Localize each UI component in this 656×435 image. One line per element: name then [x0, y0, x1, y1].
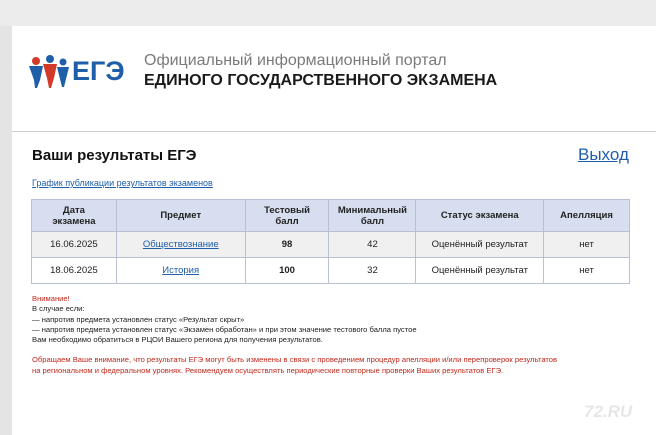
- test-score: 100: [245, 258, 329, 284]
- ege-logo[interactable]: [28, 54, 125, 90]
- column-header-line: Минимальный: [337, 204, 407, 216]
- exam-status: Оценённый результат: [416, 258, 544, 284]
- column-header-line: Тестовый: [264, 204, 310, 216]
- notice-line: Вам необходимо обратиться в РЦОИ Вашего региона для получения результатов.: [32, 335, 323, 345]
- results-table: [31, 199, 630, 284]
- table-row: [32, 232, 630, 258]
- results-page: [12, 26, 656, 435]
- attention-line: Обращаем Ваше внимание, что результаты ЕГЭ могут быть изменены в связи с проведением процедур апелляции и/или перепроверок результатов: [32, 355, 558, 364]
- column-header-min-score: [329, 200, 416, 232]
- logo-text: ЕГЭ: [72, 56, 125, 86]
- notice-line: В случае если:: [32, 304, 85, 314]
- subject-link[interactable]: История: [162, 265, 200, 276]
- column-header-subject: [116, 200, 245, 232]
- min-score: 42: [329, 232, 416, 258]
- test-score: 98: [245, 232, 329, 258]
- column-header-line: Статус экзамена: [440, 210, 519, 221]
- column-header-line: балл: [360, 215, 385, 227]
- browser-top-bar: [0, 0, 656, 26]
- appeal-status: нет: [544, 232, 630, 258]
- table-row: [32, 258, 630, 284]
- portal-header: [12, 26, 656, 132]
- column-header-line: Апелляция: [560, 210, 613, 221]
- schedule-link[interactable]: График публикации результатов экзаменов: [32, 178, 213, 188]
- warning-heading: Внимание!: [32, 294, 70, 303]
- attention-line: на региональном и федеральном уровнях. Рекомендуем осуществлять периодические повторные проверки Ваших результатов ЕГЭ.: [32, 366, 504, 375]
- subject-link[interactable]: Обществознание: [142, 239, 219, 250]
- appeal-status: нет: [544, 258, 630, 284]
- people-emblem-icon: [28, 54, 70, 90]
- subject-cell: [116, 258, 245, 284]
- page-title: Ваши результаты ЕГЭ: [32, 147, 197, 164]
- logout-link[interactable]: Выход: [578, 145, 629, 164]
- attention-block: [32, 354, 642, 376]
- exam-date: 16.06.2025: [32, 232, 117, 258]
- column-header-line: экзамена: [52, 215, 96, 227]
- notice-line: — напротив предмета установлен статус «Экзамен обработан» и при этом значение тестового балла пустое: [32, 324, 417, 334]
- portal-subtitle: Официальный информационный портал: [144, 52, 447, 69]
- column-header-line: Предмет: [160, 210, 202, 221]
- subject-cell: [116, 232, 245, 258]
- notice-block: [32, 294, 632, 345]
- exam-status: Оценённый результат: [416, 232, 544, 258]
- portal-title: ЕДИНОГО ГОСУДАРСТВЕННОГО ЭКЗАМЕНА: [144, 72, 498, 89]
- watermark: 72.RU: [584, 402, 633, 421]
- column-header-status: [416, 200, 544, 232]
- column-header-appeal: [544, 200, 630, 232]
- exam-date: 18.06.2025: [32, 258, 117, 284]
- table-header-row: [32, 200, 630, 232]
- column-header-line: Дата: [62, 204, 85, 216]
- min-score: 32: [329, 258, 416, 284]
- column-header-date: [32, 200, 117, 232]
- notice-line: — напротив предмета установлен статус «Результат скрыт»: [32, 314, 245, 324]
- column-header-line: балл: [275, 215, 299, 227]
- column-header-score: [245, 200, 329, 232]
